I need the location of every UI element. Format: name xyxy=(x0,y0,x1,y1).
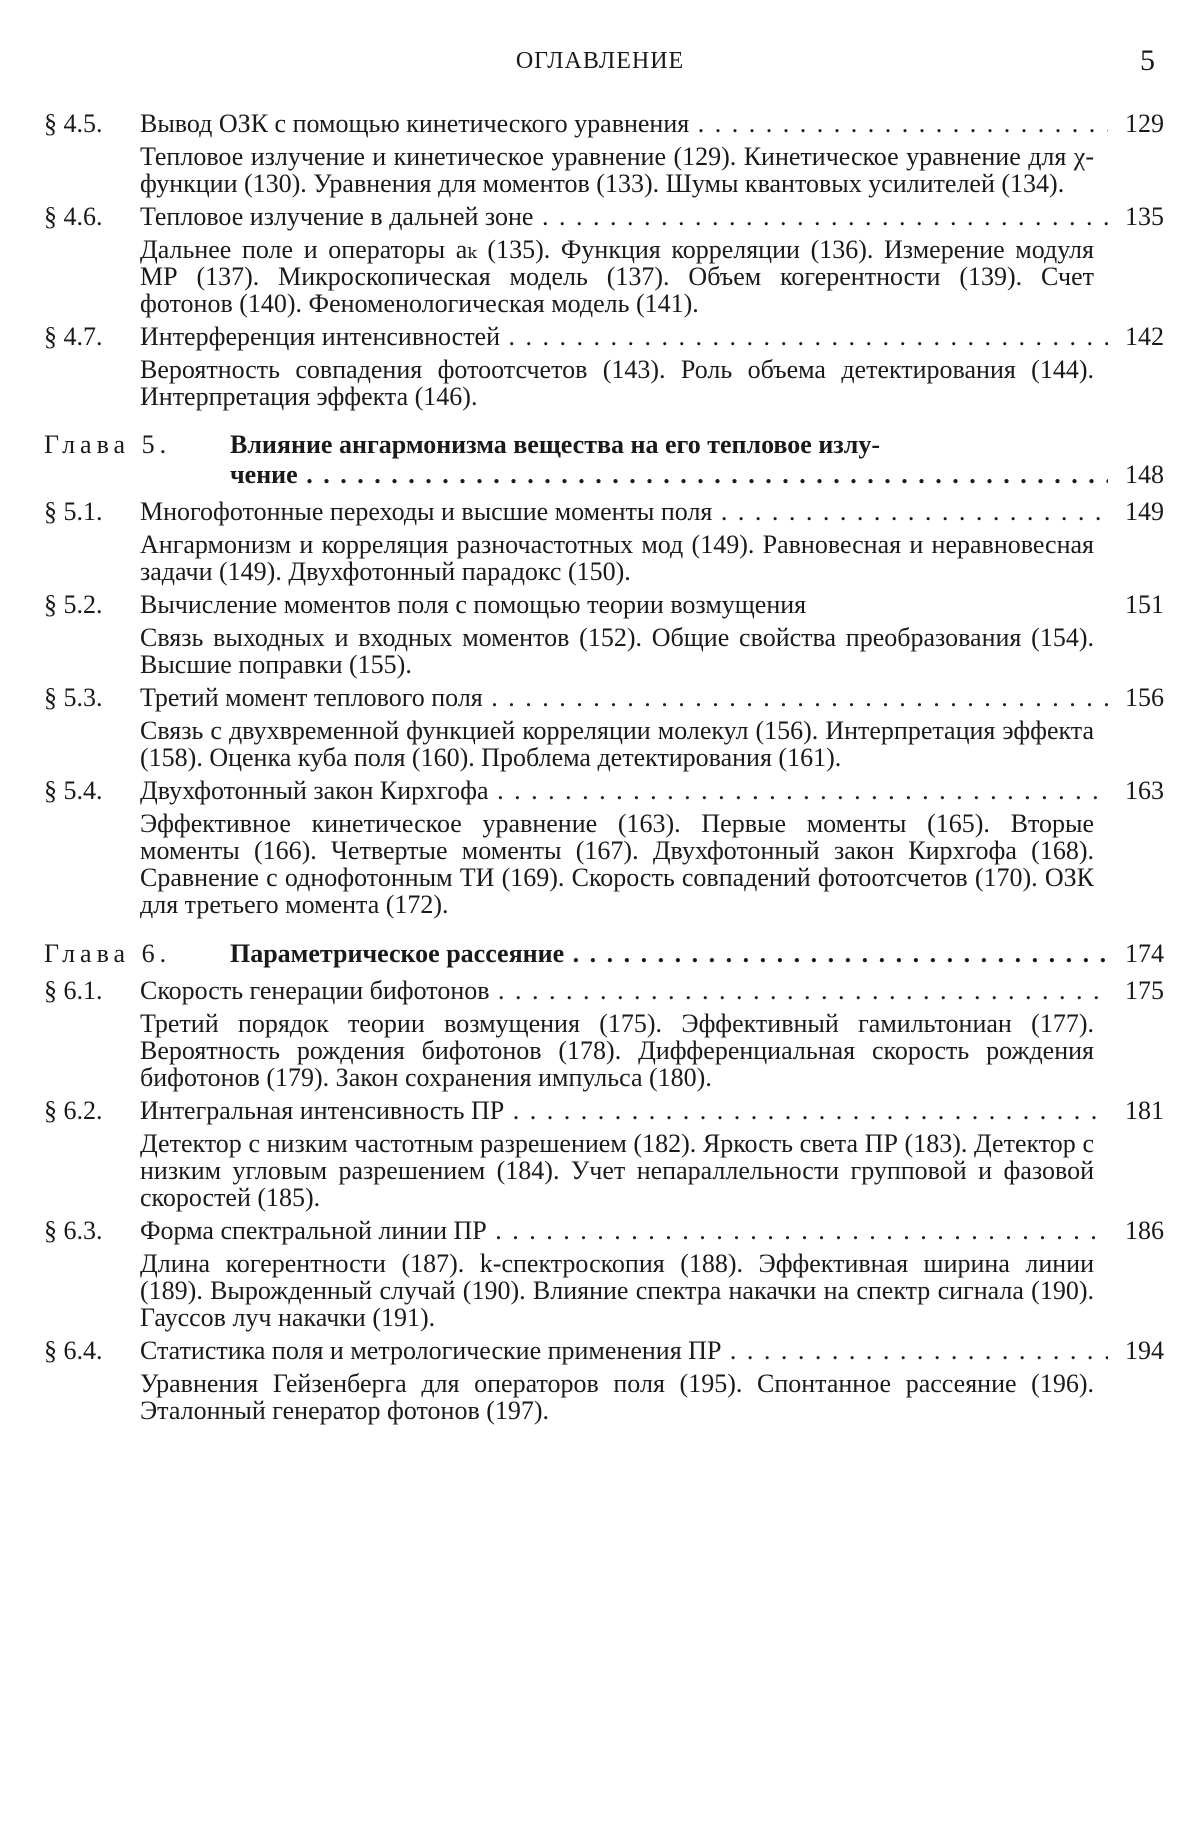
section-page: 142 xyxy=(1125,322,1164,351)
section-description: Дальнее поле и операторы aₖ (135). Функция корреляции (136). Измерение модуля МР (137). Микроскопическая модель (137). Объем когерентности (139). Счет фотонов (140). Феноменологическая модель (141). xyxy=(140,235,1094,318)
section-description: Детектор с низким частотным разрешением (182). Яркость света ПР (183). Детектор с низким угловым разрешением (184). Учет непараллельности групповой и фазовой скоростей (185). xyxy=(140,1129,1094,1212)
chapter-title-continuation xyxy=(44,460,1164,490)
section-page: 129 xyxy=(1125,109,1164,138)
chapter-label: Глава 6. xyxy=(44,939,172,968)
section-page: 175 xyxy=(1125,976,1164,1005)
chapter-heading xyxy=(44,430,1164,460)
toc-entry xyxy=(44,1095,1164,1126)
toc-section xyxy=(44,1095,1164,1211)
toc-section xyxy=(44,201,1164,317)
section-number: § 4.6. xyxy=(44,202,103,231)
section-title: Вычисление моментов поля с помощью теории возмущения xyxy=(140,590,807,619)
toc-chapter xyxy=(44,938,1164,969)
chapter-title: Параметрическое рассеяние . . . xyxy=(230,938,1108,969)
page-number: 5 xyxy=(1140,44,1155,77)
toc-entry xyxy=(44,108,1164,139)
section-page: 194 xyxy=(1125,1336,1164,1365)
page-header xyxy=(0,44,1200,84)
section-title: Скорость генерации бифотонов . . . xyxy=(140,975,1108,1006)
section-description: Связь с двухвременной функцией корреляции молекул (156). Интерпретация эффекта (158). Оценка куба поля (160). Проблема детектирования (161). xyxy=(140,716,1094,772)
section-title: Интегральная интенсивность ПР . . . xyxy=(140,1095,1108,1126)
running-title: ОГЛАВЛЕНИЕ xyxy=(515,48,685,74)
section-number: § 4.7. xyxy=(44,322,103,351)
section-title: Двухфотонный закон Кирхгофа . . . xyxy=(140,775,1108,806)
section-number: § 6.1. xyxy=(44,976,103,1005)
section-title: Тепловое излучение в дальней зоне . . . xyxy=(140,201,1108,232)
section-description: Связь выходных и входных моментов (152). Общие свойства преобразования (154). Высшие поправки (155). xyxy=(140,623,1094,679)
chapter-label: Глава 5. xyxy=(44,430,172,459)
toc-entry xyxy=(44,682,1164,713)
section-number: § 5.3. xyxy=(44,683,103,712)
section-title: Статистика поля и метрологические применения ПР . . . xyxy=(140,1335,1108,1366)
section-number: § 5.2. xyxy=(44,590,103,619)
section-page: 151 xyxy=(1125,590,1164,619)
toc-section xyxy=(44,589,1164,678)
section-title: Третий момент теплового поля . . . xyxy=(140,682,1108,713)
toc-section xyxy=(44,1215,1164,1331)
section-title: Форма спектральной линии ПР . . . xyxy=(140,1215,1108,1246)
toc-section xyxy=(44,321,1164,410)
toc-entry xyxy=(44,975,1164,1006)
toc-entry xyxy=(44,1215,1164,1246)
section-number: § 6.2. xyxy=(44,1096,103,1125)
toc-section xyxy=(44,1335,1164,1424)
section-number: § 6.3. xyxy=(44,1216,103,1245)
chapter-title-end: чение . . . xyxy=(230,460,1108,490)
section-description: Длина когерентности (187). k-спектроскопия (188). Эффективная ширина линии (189). Вырожденный случай (190). Влияние спектра накачки на спектр сигнала (190). Гауссов луч накачки (191). xyxy=(140,1249,1094,1332)
section-number: § 6.4. xyxy=(44,1336,103,1365)
section-description: Тепловое излучение и кинетическое уравнение (129). Кинетическое уравнение для χ-функции (130). Уравнения для моментов (133). Шумы квантовых усилителей (134). xyxy=(140,142,1094,198)
section-page: 149 xyxy=(1125,497,1164,526)
section-page: 186 xyxy=(1125,1216,1164,1245)
table-of-contents xyxy=(44,108,1164,1428)
section-number: § 5.4. xyxy=(44,776,103,805)
toc-entry xyxy=(44,775,1164,806)
section-title: Интерференция интенсивностей . . . xyxy=(140,321,1108,352)
toc-entry xyxy=(44,1335,1164,1366)
toc-section xyxy=(44,108,1164,197)
section-description: Третий порядок теории возмущения (175). Эффективный гамильтониан (177). Вероятность рождения бифотонов (178). Дифференциальная скорость рождения бифотонов (179). Закон сохранения импульса (180). xyxy=(140,1009,1094,1092)
section-title: Многофотонные переходы и высшие моменты поля . . . xyxy=(140,496,1108,527)
section-description: Ангармонизм и корреляция разночастотных мод (149). Равновесная и неравновесная задачи (149). Двухфотонный парадокс (150). xyxy=(140,530,1094,586)
chapter-title: Влияние ангармонизма вещества на его тепловое излу- xyxy=(230,430,880,459)
toc-entry xyxy=(44,496,1164,527)
toc-section xyxy=(44,496,1164,585)
toc-entry xyxy=(44,589,1164,620)
section-description: Уравнения Гейзенберга для операторов поля (195). Спонтанное рассеяние (196). Эталонный генератор фотонов (197). xyxy=(140,1369,1094,1425)
toc-section xyxy=(44,775,1164,918)
section-page: 163 xyxy=(1125,776,1164,805)
section-number: § 4.5. xyxy=(44,109,103,138)
section-page: 156 xyxy=(1125,683,1164,712)
section-page: 135 xyxy=(1125,202,1164,231)
toc-entry xyxy=(44,201,1164,232)
toc-section xyxy=(44,682,1164,771)
toc-entry xyxy=(44,321,1164,352)
chapter-heading xyxy=(44,938,1164,969)
chapter-page: 174 xyxy=(1125,939,1164,968)
section-description: Вероятность совпадения фотоотсчетов (143). Роль объема детектирования (144). Интерпретация эффекта (146). xyxy=(140,355,1094,411)
toc-section xyxy=(44,975,1164,1091)
section-number: § 5.1. xyxy=(44,497,103,526)
section-description: Эффективное кинетическое уравнение (163). Первые моменты (165). Вторые моменты (166). Четвертые моменты (167). Двухфотонный закон Кирхгофа (168). Сравнение с однофотонным ТИ (169). Скорость совпадений фотоотсчетов (170). ОЗК для третьего момента (172). xyxy=(140,809,1094,919)
toc-chapter xyxy=(44,430,1164,490)
chapter-page: 148 xyxy=(1125,460,1164,489)
section-title: Вывод ОЗК с помощью кинетического уравнения . . . xyxy=(140,108,1108,139)
section-page: 181 xyxy=(1125,1096,1164,1125)
